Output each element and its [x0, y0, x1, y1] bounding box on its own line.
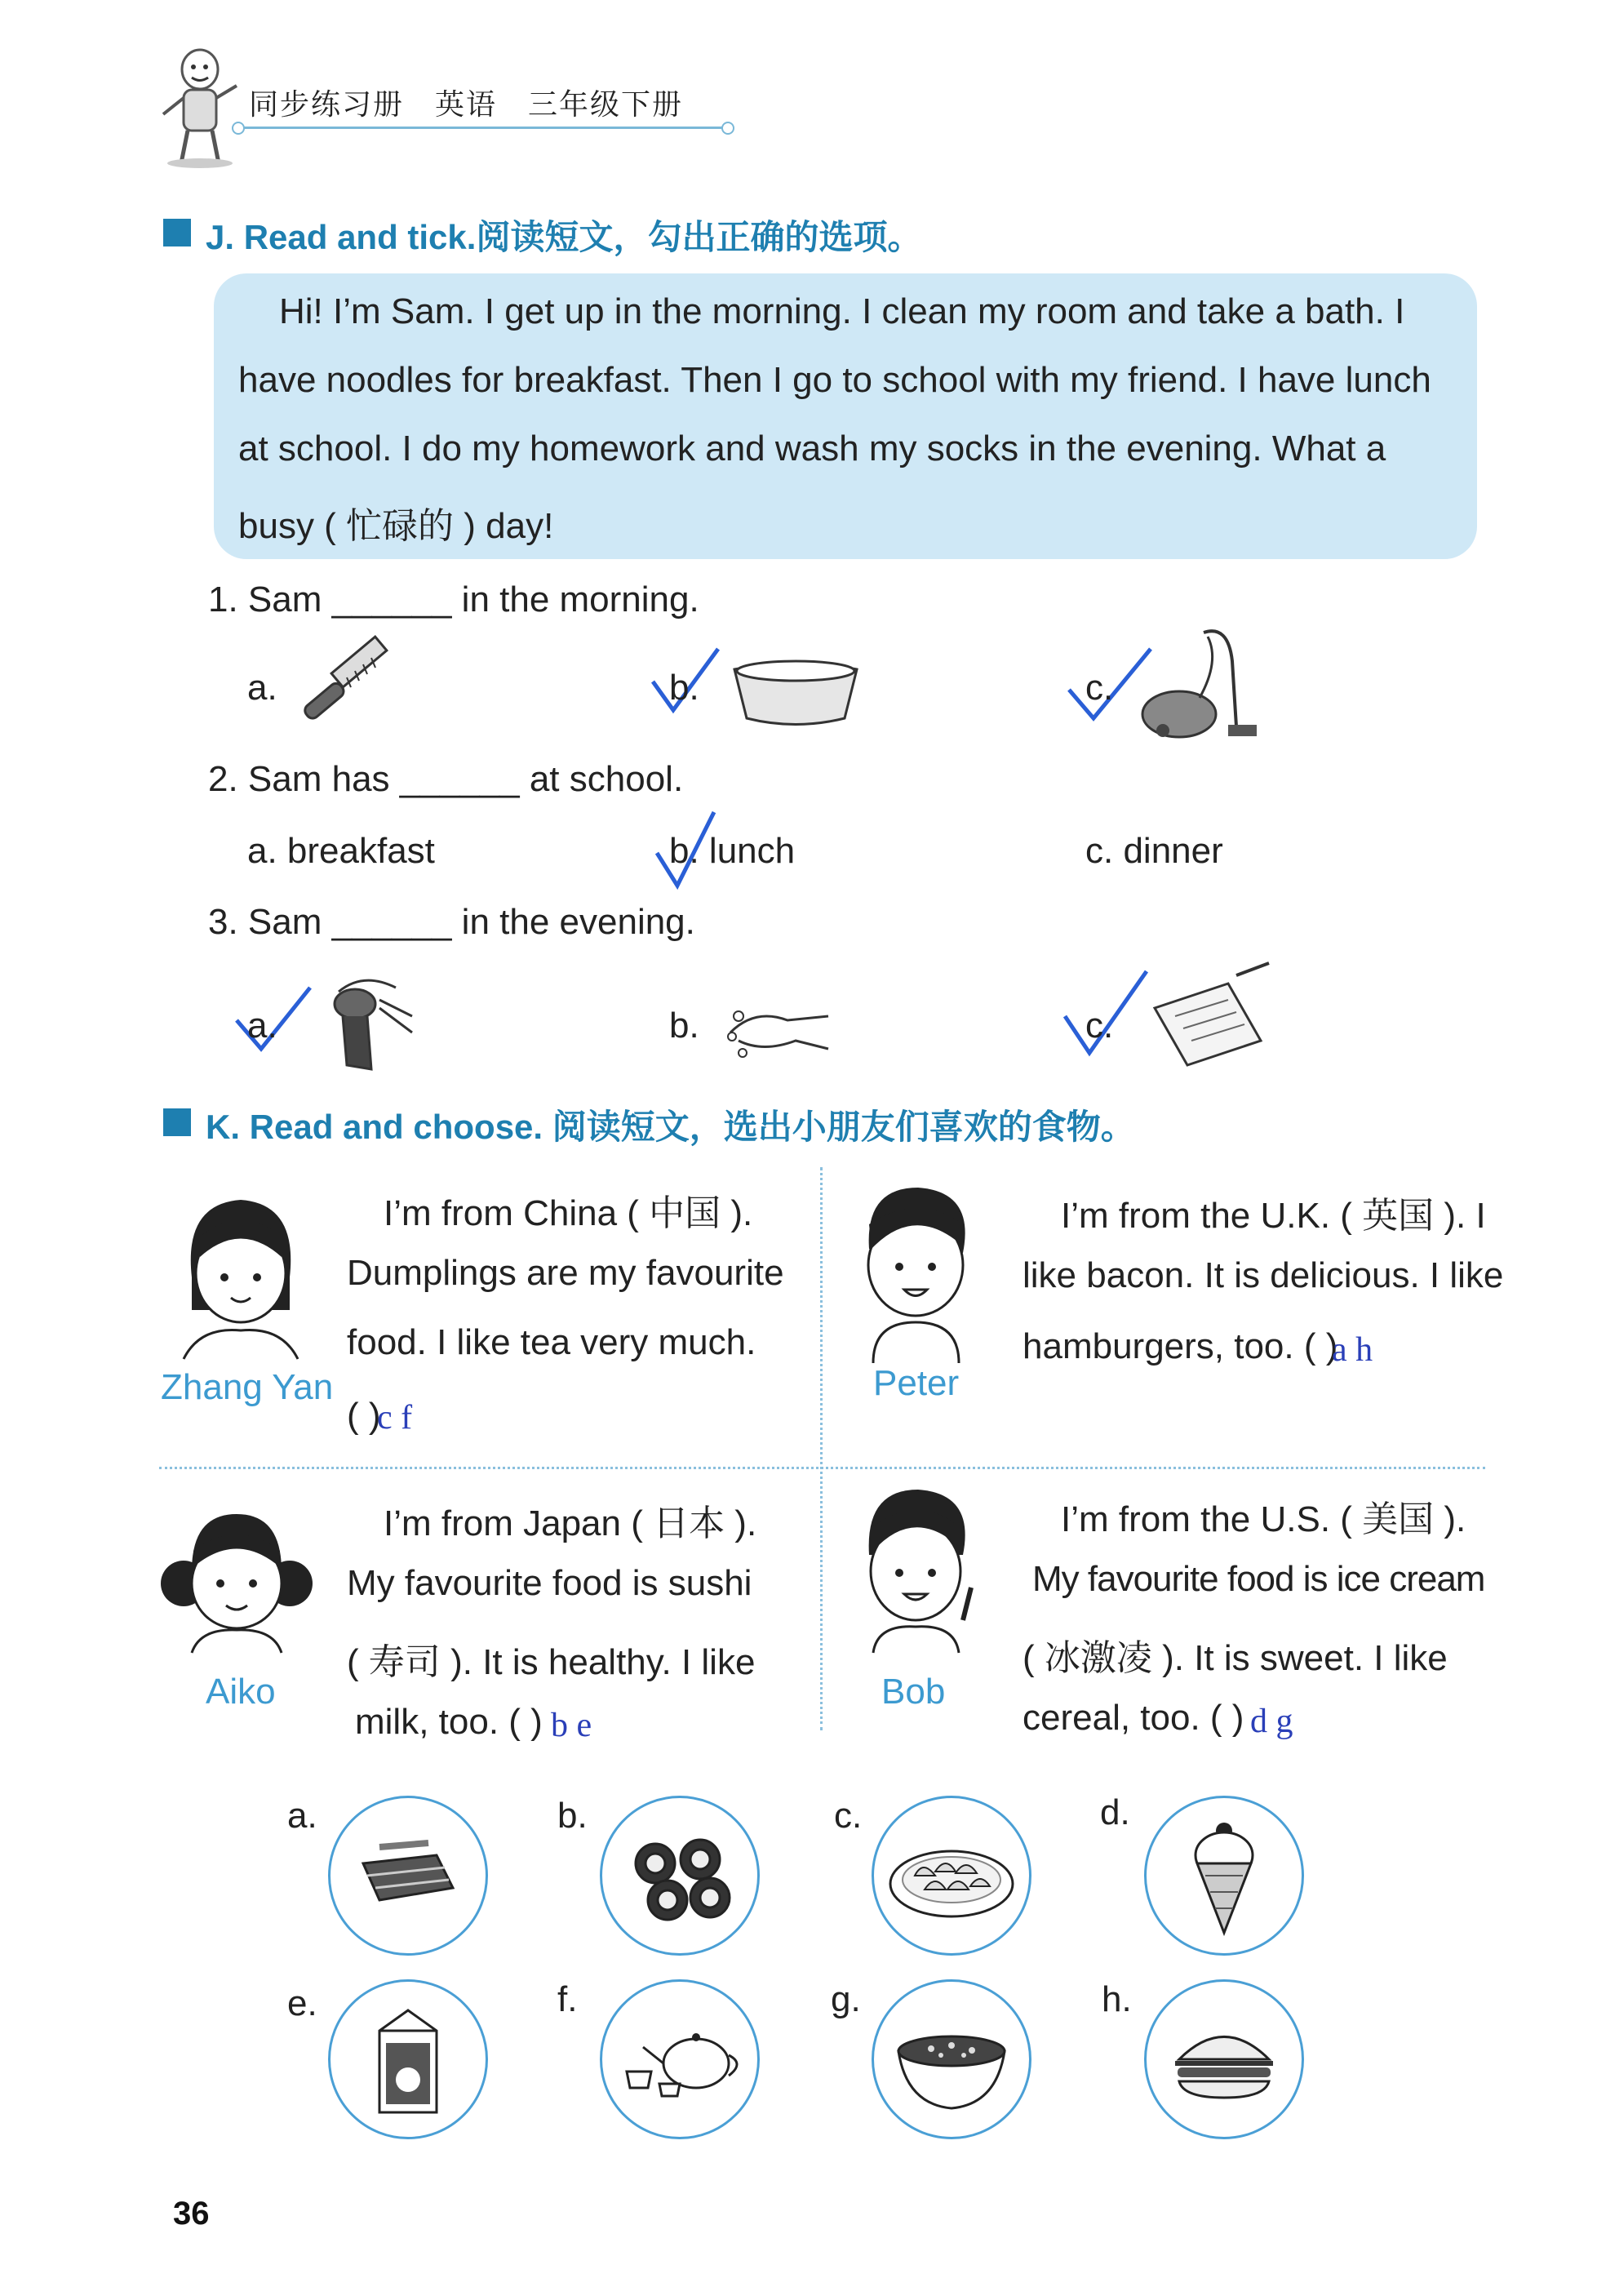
boy-avatar	[841, 1175, 987, 1367]
kid-name: Bob	[881, 1672, 946, 1712]
kid-name: Aiko	[206, 1672, 276, 1712]
boy-avatar	[841, 1481, 987, 1657]
bacon-icon	[330, 1798, 486, 1953]
kid-answer[interactable]: d g	[1250, 1703, 1293, 1740]
kid-text-line: ( 冰激凌 ). It is sweet. I like	[1023, 1638, 1448, 1678]
book-title: 同步练习册 英语 三年级下册	[249, 87, 684, 121]
kid-text-line: milk, too. ( )	[355, 1702, 543, 1742]
section-marker	[163, 219, 191, 246]
comb-icon	[294, 645, 400, 747]
food-option-letter: g.	[831, 1979, 861, 2019]
question-1: 1. Sam ______ in the morning.	[208, 580, 699, 620]
grid-divider-vertical	[820, 1167, 823, 1730]
washing-socks-icon	[306, 967, 420, 1086]
homework-icon	[1138, 967, 1277, 1077]
girl-avatar	[159, 1506, 314, 1657]
passage-line: have noodles for breakfast. Then I go to school with my friend. I have lunch	[238, 360, 1431, 400]
kid-name: Zhang Yan	[161, 1367, 334, 1407]
food-option-h[interactable]	[1144, 1979, 1304, 2139]
question-3: 3. Sam ______ in the evening.	[208, 902, 695, 942]
food-option-b[interactable]	[600, 1796, 760, 1956]
q2-option-c[interactable]: c. dinner	[1085, 831, 1223, 871]
q3-option-b[interactable]: b.	[669, 1006, 699, 1046]
grid-divider-horizontal	[159, 1467, 1485, 1469]
bathtub-icon	[726, 653, 865, 739]
washing-hands-icon	[722, 992, 836, 1069]
food-option-letter: f.	[557, 1979, 578, 2019]
section-k-label: K. Read and choose.	[206, 1108, 543, 1146]
section-marker	[163, 1108, 191, 1136]
q3-option-c[interactable]: c.	[1085, 1006, 1114, 1046]
passage-line: busy ( 忙碌的 ) day!	[238, 506, 554, 546]
girl-avatar	[167, 1188, 314, 1363]
food-option-letter: h.	[1102, 1979, 1132, 2019]
reading-passage	[214, 273, 1477, 559]
header-divider-dot	[721, 122, 734, 135]
question-2: 2. Sam has ______ at school.	[208, 759, 684, 799]
q1-option-b[interactable]: b.	[669, 668, 699, 708]
food-option-letter: e.	[287, 1983, 317, 2023]
kid-text-line: I’m from the U.K. ( 英国 ). I	[1061, 1196, 1486, 1236]
q2-option-a[interactable]: a. breakfast	[247, 831, 435, 871]
kid-answer[interactable]: a h	[1332, 1331, 1373, 1369]
kid-name: Peter	[873, 1363, 960, 1403]
page-number: 36	[173, 2196, 210, 2232]
kid-answer[interactable]: c f	[377, 1399, 413, 1437]
q1-option-c[interactable]: c.	[1085, 668, 1114, 708]
kid-text-line: hamburgers, too. ( )	[1023, 1326, 1338, 1366]
food-option-e[interactable]	[328, 1979, 488, 2139]
food-option-g[interactable]	[872, 1979, 1031, 2139]
ice-cream-icon	[1147, 1798, 1302, 1953]
q3-option-a[interactable]: a.	[247, 1006, 277, 1046]
q1-option-a[interactable]: a.	[247, 668, 277, 708]
section-j-heading	[206, 211, 921, 260]
kid-answer[interactable]: b e	[551, 1707, 592, 1744]
food-option-a[interactable]	[328, 1796, 488, 1956]
vacuum-cleaner-icon	[1130, 628, 1261, 755]
milk-carton-icon	[330, 1982, 486, 2137]
kid-text-line: ( 寿司 ). It is healthy. I like	[347, 1642, 756, 1682]
food-option-letter: d.	[1100, 1792, 1130, 1832]
food-option-d[interactable]	[1144, 1796, 1304, 1956]
kid-text-line: like bacon. It is delicious. I like	[1023, 1255, 1504, 1295]
passage-line: at school. I do my homework and wash my socks in the evening. What a	[238, 429, 1386, 469]
kid-text-line: cereal, too. ( )	[1023, 1698, 1244, 1738]
food-option-f[interactable]	[600, 1979, 760, 2139]
header-divider-dot	[232, 122, 245, 135]
kid-text-line: ( )	[347, 1396, 381, 1436]
header-divider	[237, 127, 726, 129]
kid-text-line: food. I like tea very much.	[347, 1322, 756, 1362]
section-j-label: J. Read and tick.	[206, 218, 477, 256]
kid-text-line: I’m from the U.S. ( 美国 ).	[1061, 1499, 1466, 1539]
passage-line: Hi! I’m Sam. I get up in the morning. I clean my room and take a bath. I	[279, 291, 1405, 331]
kid-text-line: I’m from China ( 中国 ).	[384, 1193, 753, 1233]
food-option-c[interactable]	[872, 1796, 1031, 1956]
dumplings-icon	[874, 1798, 1029, 1953]
q2-option-b[interactable]: b. lunch	[669, 831, 796, 871]
kid-text-line: I’m from Japan ( 日本 ).	[384, 1503, 757, 1543]
kid-text-line: Dumplings are my favourite	[347, 1253, 784, 1293]
section-k-heading	[206, 1100, 1135, 1149]
section-j-instruction: 阅读短文，勾出正确的选项。	[476, 217, 922, 257]
kid-text-line: My favourite food is ice cream	[1032, 1559, 1485, 1599]
food-option-letter: c.	[834, 1796, 863, 1836]
hamburger-icon	[1147, 1982, 1302, 2137]
teapot-icon	[602, 1982, 757, 2137]
sushi-icon	[602, 1798, 757, 1953]
section-k-instruction: 阅读短文，选出小朋友们喜欢的食物。	[552, 1107, 1135, 1147]
kid-text-line: My favourite food is sushi	[347, 1563, 752, 1603]
cereal-bowl-icon	[874, 1982, 1029, 2137]
food-option-letter: b.	[557, 1796, 588, 1836]
food-option-letter: a.	[287, 1796, 317, 1836]
mascot-icon	[155, 41, 245, 171]
